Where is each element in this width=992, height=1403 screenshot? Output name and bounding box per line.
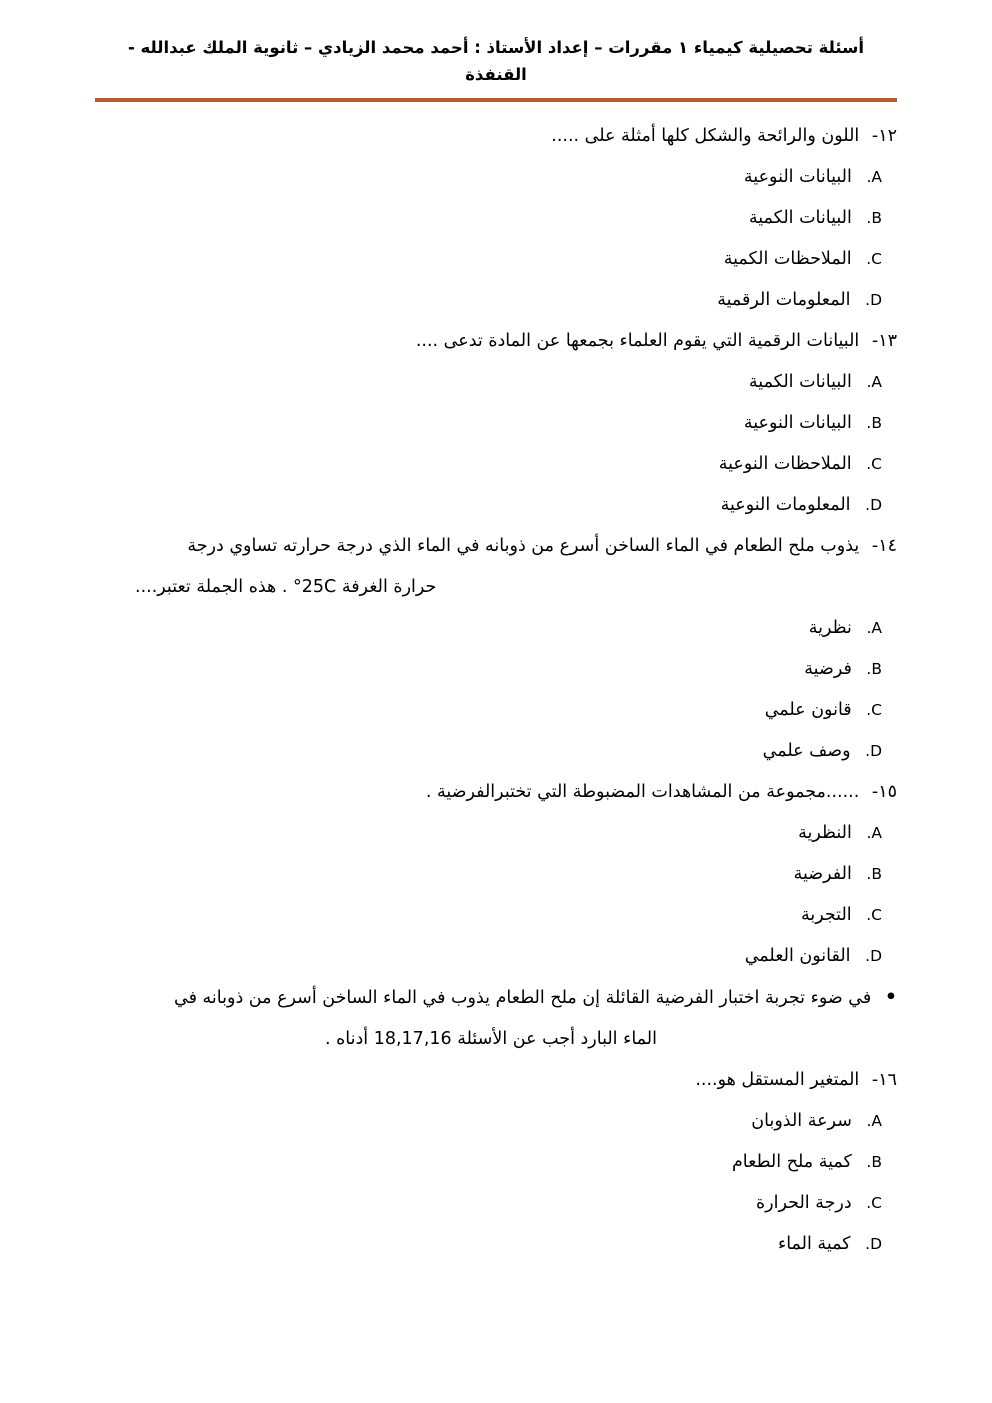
option-text: المعلومات الرقمية <box>717 290 851 310</box>
question-text-continuation <box>95 567 897 608</box>
option-text: المعلومات النوعية <box>720 495 851 515</box>
question-text: البيانات الرقمية التي يقوم العلماء بجمعها عن المادة تدعى .... <box>415 331 860 351</box>
question-text: يذوب ملح الطعام في الماء الساخن أسرع من ذوبانه في الماء الذي درجة حرارته تساوي درجة <box>187 536 860 556</box>
option-text: القانون العلمي <box>744 946 851 966</box>
option-text: درجة الحرارة <box>756 1193 852 1213</box>
answer-option <box>95 1224 897 1265</box>
answer-option <box>95 444 897 485</box>
question-line <box>95 116 897 157</box>
option-text: التجربة <box>800 905 852 925</box>
option-letter: A. <box>866 373 882 391</box>
question-line <box>95 321 897 362</box>
option-text: البيانات النوعية <box>743 413 852 433</box>
answer-option <box>95 731 897 772</box>
question-number: ١٣- <box>871 331 897 351</box>
question-block-15 <box>95 772 897 977</box>
option-letter: B. <box>866 414 882 432</box>
option-letter: A. <box>866 1112 882 1130</box>
answer-option <box>95 403 897 444</box>
answer-option <box>95 1142 897 1183</box>
option-letter: D. <box>865 496 882 514</box>
question-number: ١٦- <box>871 1070 897 1090</box>
bullet-icon: • <box>884 986 897 1008</box>
option-text: وصف علمي <box>762 741 851 761</box>
option-letter: C. <box>866 1194 882 1212</box>
option-text: الفرضية <box>793 864 852 884</box>
question-number: ١٢- <box>871 126 897 146</box>
question-line <box>95 772 897 813</box>
question-number: ١٤- <box>871 536 897 556</box>
option-text: الملاحظات الكمية <box>723 249 852 269</box>
answer-option <box>95 1101 897 1142</box>
option-letter: A. <box>866 824 882 842</box>
option-text: كمية ملح الطعام <box>731 1152 852 1172</box>
option-letter: B. <box>866 660 882 678</box>
document-header <box>95 30 897 88</box>
header-title: أسئلة تحصيلية كيمياء ١ مقررات – إعداد الأستاذ : أحمد محمد الزيادي – ثانوية الملك عبدالله - القنفذة <box>127 38 865 84</box>
option-text: البيانات النوعية <box>743 167 852 187</box>
option-text: البيانات الكمية <box>748 208 852 228</box>
option-letter: C. <box>866 701 882 719</box>
answer-option <box>95 198 897 239</box>
option-text: سرعة الذوبان <box>751 1111 852 1131</box>
header-divider-line <box>95 98 897 102</box>
option-letter: D. <box>865 291 882 309</box>
question-block-16 <box>95 1060 897 1265</box>
question-line <box>95 526 897 567</box>
option-text: قانون علمي <box>764 700 852 720</box>
answer-option <box>95 936 897 977</box>
question-block-12 <box>95 116 897 321</box>
option-text: فرضية <box>804 659 852 679</box>
question-block-14 <box>95 526 897 772</box>
question-text: المتغير المستقل هو.... <box>695 1070 860 1090</box>
option-letter: A. <box>866 168 882 186</box>
answer-option <box>95 608 897 649</box>
temperature-value: °25C <box>292 577 337 597</box>
answer-option <box>95 813 897 854</box>
answer-option <box>95 690 897 731</box>
option-letter: A. <box>866 619 882 637</box>
option-text: الملاحظات النوعية <box>718 454 852 474</box>
option-letter: C. <box>866 455 882 473</box>
option-letter: B. <box>866 865 882 883</box>
option-letter: D. <box>865 742 882 760</box>
note-block <box>95 977 897 1060</box>
option-text: البيانات الكمية <box>748 372 852 392</box>
note-line-2: الماء البارد أجب عن الأسئلة 18,17,16 أدناه . <box>325 1029 657 1049</box>
question-text: اللون والرائحة والشكل كلها أمثلة على ..... <box>551 126 860 146</box>
option-letter: D. <box>865 1235 882 1253</box>
question-line <box>95 1060 897 1101</box>
option-letter: B. <box>866 1153 882 1171</box>
answer-option <box>95 157 897 198</box>
document-content <box>95 116 897 1265</box>
answer-option <box>95 854 897 895</box>
answer-option <box>95 895 897 936</box>
answer-option <box>95 1183 897 1224</box>
answer-option <box>95 649 897 690</box>
question-number: ١٥- <box>871 782 897 802</box>
answer-option <box>95 485 897 526</box>
option-text: النظرية <box>798 823 852 843</box>
answer-option <box>95 239 897 280</box>
note-text: في ضوء تجربة اختبار الفرضية القائلة إن ملح الطعام يذوب في الماء الساخن أسرع من ذوبانه في <box>174 988 872 1008</box>
option-text: نظرية <box>808 618 852 638</box>
option-letter: D. <box>865 947 882 965</box>
option-text: كمية الماء <box>778 1234 851 1254</box>
option-letter: B. <box>866 209 882 227</box>
answer-option <box>95 280 897 321</box>
question-block-13 <box>95 321 897 526</box>
option-letter: C. <box>866 250 882 268</box>
question-text-part: . هذه الجملة تعتبر.... <box>135 577 288 597</box>
question-text: ......مجموعة من المشاهدات المضبوطة التي تختبرالفرضية . <box>425 782 860 802</box>
option-letter: C. <box>866 906 882 924</box>
answer-option <box>95 362 897 403</box>
question-text-part: حرارة الغرفة <box>341 577 437 597</box>
note-line-1 <box>95 977 897 1019</box>
